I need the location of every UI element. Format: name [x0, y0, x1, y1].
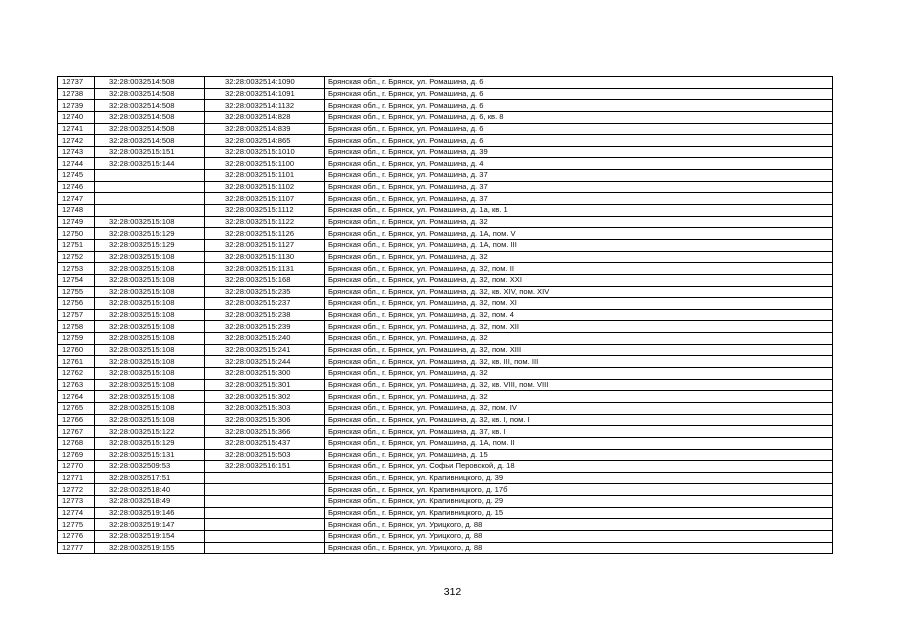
object-cadastral-number-cell: 32:28:0032515:238	[205, 309, 325, 321]
record-number-cell: 12758	[58, 321, 95, 333]
object-cadastral-number-cell: 32:28:0032515:306	[205, 414, 325, 426]
table-row	[58, 484, 833, 496]
record-number-cell: 12764	[58, 391, 95, 403]
record-number-cell: 12765	[58, 402, 95, 414]
table-row	[58, 368, 833, 380]
parcel-cadastral-number-cell: 32:28:0032515:108	[95, 298, 205, 310]
record-number-cell: 12741	[58, 123, 95, 135]
parcel-cadastral-number-cell: 32:28:0032515:122	[95, 426, 205, 438]
record-number-cell: 12767	[58, 426, 95, 438]
object-cadastral-number-cell: 32:28:0032515:437	[205, 437, 325, 449]
address-cell: Брянская обл., г. Брянск, ул. Ромашина, д. 32, кв. XIV, пом. XIV	[325, 286, 833, 298]
table-row	[58, 426, 833, 438]
record-number-cell: 12754	[58, 274, 95, 286]
table-row	[58, 274, 833, 286]
record-number-cell: 12738	[58, 88, 95, 100]
parcel-cadastral-number-cell: 32:28:0032515:108	[95, 368, 205, 380]
record-number-cell: 12776	[58, 530, 95, 542]
record-number-cell: 12769	[58, 449, 95, 461]
parcel-cadastral-number-cell: 32:28:0032515:108	[95, 414, 205, 426]
address-cell: Брянская обл., г. Брянск, ул. Ромашина, д. 32, пом. XII	[325, 321, 833, 333]
object-cadastral-number-cell	[205, 530, 325, 542]
table-row	[58, 298, 833, 310]
table-row	[58, 170, 833, 182]
object-cadastral-number-cell: 32:28:0032515:302	[205, 391, 325, 403]
record-number-cell: 12743	[58, 146, 95, 158]
address-cell: Брянская обл., г. Брянск, ул. Крапивницкого, д. 29	[325, 496, 833, 508]
address-cell: Брянская обл., г. Брянск, ул. Ромашина, д. 1А, пом. II	[325, 437, 833, 449]
record-number-cell: 12757	[58, 309, 95, 321]
address-cell: Брянская обл., г. Брянск, ул. Ромашина, д. 32, кв. I, пом. I	[325, 414, 833, 426]
record-number-cell: 12770	[58, 461, 95, 473]
address-cell: Брянская обл., г. Брянск, ул. Ромашина, д. 32, пом. II	[325, 263, 833, 275]
object-cadastral-number-cell: 32:28:0032515:1102	[205, 181, 325, 193]
parcel-cadastral-number-cell	[95, 205, 205, 217]
table-row	[58, 181, 833, 193]
table-row	[58, 77, 833, 89]
address-cell: Брянская обл., г. Брянск, ул. Ромашина, д. 32, пом. XI	[325, 298, 833, 310]
object-cadastral-number-cell: 32:28:0032515:1010	[205, 146, 325, 158]
table-row	[58, 530, 833, 542]
record-number-cell: 12750	[58, 228, 95, 240]
parcel-cadastral-number-cell: 32:28:0032515:108	[95, 402, 205, 414]
registry-table-body	[58, 77, 833, 554]
parcel-cadastral-number-cell: 32:28:0032515:108	[95, 263, 205, 275]
record-number-cell: 12771	[58, 472, 95, 484]
table-row	[58, 414, 833, 426]
table-row	[58, 228, 833, 240]
parcel-cadastral-number-cell: 32:28:0032509:53	[95, 461, 205, 473]
object-cadastral-number-cell	[205, 542, 325, 554]
record-number-cell: 12752	[58, 251, 95, 263]
address-cell: Брянская обл., г. Брянск, ул. Ромашина, д. 6	[325, 135, 833, 147]
address-cell: Брянская обл., г. Брянск, ул. Крапивницкого, д. 17б	[325, 484, 833, 496]
object-cadastral-number-cell	[205, 519, 325, 531]
table-row	[58, 356, 833, 368]
parcel-cadastral-number-cell: 32:28:0032514:508	[95, 100, 205, 112]
record-number-cell: 12749	[58, 216, 95, 228]
record-number-cell: 12747	[58, 193, 95, 205]
parcel-cadastral-number-cell	[95, 170, 205, 182]
parcel-cadastral-number-cell: 32:28:0032517:51	[95, 472, 205, 484]
parcel-cadastral-number-cell: 32:28:0032515:108	[95, 333, 205, 345]
page-number: 312	[443, 586, 462, 598]
record-number-cell: 12761	[58, 356, 95, 368]
record-number-cell: 12740	[58, 111, 95, 123]
record-number-cell: 12777	[58, 542, 95, 554]
object-cadastral-number-cell: 32:28:0032514:1091	[205, 88, 325, 100]
table-row	[58, 146, 833, 158]
address-cell: Брянская обл., г. Брянск, ул. Ромашина, д. 37	[325, 170, 833, 182]
parcel-cadastral-number-cell: 32:28:0032515:108	[95, 344, 205, 356]
address-cell: Брянская обл., г. Брянск, ул. Крапивницкого, д. 15	[325, 507, 833, 519]
parcel-cadastral-number-cell: 32:28:0032515:108	[95, 356, 205, 368]
parcel-cadastral-number-cell: 32:28:0032515:129	[95, 228, 205, 240]
address-cell: Брянская обл., г. Брянск, ул. Ромашина, д. 32	[325, 368, 833, 380]
table-row	[58, 344, 833, 356]
table-row	[58, 402, 833, 414]
table-row	[58, 391, 833, 403]
object-cadastral-number-cell: 32:28:0032515:1130	[205, 251, 325, 263]
parcel-cadastral-number-cell: 32:28:0032519:146	[95, 507, 205, 519]
record-number-cell: 12774	[58, 507, 95, 519]
address-cell: Брянская обл., г. Брянск, ул. Ромашина, д. 32, пом. 4	[325, 309, 833, 321]
object-cadastral-number-cell: 32:28:0032514:839	[205, 123, 325, 135]
address-cell: Брянская обл., г. Брянск, ул. Крапивницкого, д. 39	[325, 472, 833, 484]
record-number-cell: 12763	[58, 379, 95, 391]
address-cell: Брянская обл., г. Брянск, ул. Ромашина, д. 37, кв. I	[325, 426, 833, 438]
parcel-cadastral-number-cell: 32:28:0032519:147	[95, 519, 205, 531]
table-row	[58, 286, 833, 298]
table-row	[58, 449, 833, 461]
table-row	[58, 472, 833, 484]
table-row	[58, 123, 833, 135]
object-cadastral-number-cell	[205, 496, 325, 508]
address-cell: Брянская обл., г. Брянск, ул. Ромашина, д. 6	[325, 88, 833, 100]
address-cell: Брянская обл., г. Брянск, ул. Ромашина, д. 6, кв. 8	[325, 111, 833, 123]
record-number-cell: 12759	[58, 333, 95, 345]
object-cadastral-number-cell: 32:28:0032515:244	[205, 356, 325, 368]
parcel-cadastral-number-cell	[95, 193, 205, 205]
table-row	[58, 333, 833, 345]
record-number-cell: 12742	[58, 135, 95, 147]
object-cadastral-number-cell: 32:28:0032514:865	[205, 135, 325, 147]
table-row	[58, 111, 833, 123]
object-cadastral-number-cell: 32:28:0032515:235	[205, 286, 325, 298]
parcel-cadastral-number-cell	[95, 181, 205, 193]
parcel-cadastral-number-cell: 32:28:0032518:49	[95, 496, 205, 508]
table-row	[58, 88, 833, 100]
parcel-cadastral-number-cell: 32:28:0032515:108	[95, 309, 205, 321]
address-cell: Брянская обл., г. Брянск, ул. Ромашина, д. 6	[325, 123, 833, 135]
parcel-cadastral-number-cell: 32:28:0032515:108	[95, 216, 205, 228]
parcel-cadastral-number-cell: 32:28:0032514:508	[95, 111, 205, 123]
address-cell: Брянская обл., г. Брянск, ул. Ромашина, д. 39	[325, 146, 833, 158]
record-number-cell: 12737	[58, 77, 95, 89]
address-cell: Брянская обл., г. Брянск, ул. Урицкого, д. 88	[325, 519, 833, 531]
table-row	[58, 205, 833, 217]
address-cell: Брянская обл., г. Брянск, ул. Ромашина, д. 1а, кв. 1	[325, 205, 833, 217]
record-number-cell: 12756	[58, 298, 95, 310]
address-cell: Брянская обл., г. Брянск, ул. Ромашина, д. 32, пом. XIII	[325, 344, 833, 356]
table-row	[58, 519, 833, 531]
address-cell: Брянская обл., г. Брянск, ул. Ромашина, д. 32, пом. IV	[325, 402, 833, 414]
record-number-cell: 12744	[58, 158, 95, 170]
address-cell: Брянская обл., г. Брянск, ул. Софьи Перовской, д. 18	[325, 461, 833, 473]
address-cell: Брянская обл., г. Брянск, ул. Ромашина, д. 32	[325, 216, 833, 228]
address-cell: Брянская обл., г. Брянск, ул. Ромашина, д. 32, пом. XXI	[325, 274, 833, 286]
record-number-cell: 12760	[58, 344, 95, 356]
object-cadastral-number-cell: 32:28:0032516:151	[205, 461, 325, 473]
object-cadastral-number-cell	[205, 472, 325, 484]
address-cell: Брянская обл., г. Брянск, ул. Ромашина, д. 32, кв. III, пом. III	[325, 356, 833, 368]
record-number-cell: 12772	[58, 484, 95, 496]
object-cadastral-number-cell: 32:28:0032515:1127	[205, 239, 325, 251]
object-cadastral-number-cell: 32:28:0032515:301	[205, 379, 325, 391]
table-row	[58, 135, 833, 147]
object-cadastral-number-cell: 32:28:0032514:1132	[205, 100, 325, 112]
address-cell: Брянская обл., г. Брянск, ул. Ромашина, д. 1А, пом. III	[325, 239, 833, 251]
object-cadastral-number-cell: 32:28:0032515:366	[205, 426, 325, 438]
object-cadastral-number-cell: 32:28:0032515:239	[205, 321, 325, 333]
record-number-cell: 12768	[58, 437, 95, 449]
table-row	[58, 239, 833, 251]
object-cadastral-number-cell: 32:28:0032515:1101	[205, 170, 325, 182]
parcel-cadastral-number-cell: 32:28:0032519:155	[95, 542, 205, 554]
record-number-cell: 12775	[58, 519, 95, 531]
table-row	[58, 321, 833, 333]
object-cadastral-number-cell: 32:28:0032515:1112	[205, 205, 325, 217]
parcel-cadastral-number-cell: 32:28:0032515:129	[95, 239, 205, 251]
address-cell: Брянская обл., г. Брянск, ул. Ромашина, д. 1А, пом. V	[325, 228, 833, 240]
address-cell: Брянская обл., г. Брянск, ул. Ромашина, д. 32	[325, 391, 833, 403]
address-cell: Брянская обл., г. Брянск, ул. Ромашина, д. 15	[325, 449, 833, 461]
table-row	[58, 263, 833, 275]
object-cadastral-number-cell: 32:28:0032515:241	[205, 344, 325, 356]
table-row	[58, 193, 833, 205]
address-cell: Брянская обл., г. Брянск, ул. Ромашина, д. 6	[325, 100, 833, 112]
parcel-cadastral-number-cell: 32:28:0032515:129	[95, 437, 205, 449]
object-cadastral-number-cell: 32:28:0032515:1126	[205, 228, 325, 240]
table-row	[58, 251, 833, 263]
table-row	[58, 461, 833, 473]
address-cell: Брянская обл., г. Брянск, ул. Ромашина, д. 32	[325, 333, 833, 345]
object-cadastral-number-cell: 32:28:0032515:1122	[205, 216, 325, 228]
object-cadastral-number-cell: 32:28:0032515:300	[205, 368, 325, 380]
object-cadastral-number-cell: 32:28:0032515:303	[205, 402, 325, 414]
address-cell: Брянская обл., г. Брянск, ул. Ромашина, д. 4	[325, 158, 833, 170]
parcel-cadastral-number-cell: 32:28:0032514:508	[95, 88, 205, 100]
object-cadastral-number-cell	[205, 507, 325, 519]
table-row	[58, 507, 833, 519]
parcel-cadastral-number-cell: 32:28:0032514:508	[95, 77, 205, 89]
parcel-cadastral-number-cell: 32:28:0032518:40	[95, 484, 205, 496]
table-row	[58, 496, 833, 508]
object-cadastral-number-cell: 32:28:0032515:240	[205, 333, 325, 345]
parcel-cadastral-number-cell: 32:28:0032515:108	[95, 251, 205, 263]
record-number-cell: 12753	[58, 263, 95, 275]
object-cadastral-number-cell: 32:28:0032515:237	[205, 298, 325, 310]
object-cadastral-number-cell: 32:28:0032515:1131	[205, 263, 325, 275]
record-number-cell: 12751	[58, 239, 95, 251]
object-cadastral-number-cell: 32:28:0032515:168	[205, 274, 325, 286]
object-cadastral-number-cell	[205, 484, 325, 496]
object-cadastral-number-cell: 32:28:0032514:828	[205, 111, 325, 123]
object-cadastral-number-cell: 32:28:0032515:503	[205, 449, 325, 461]
address-cell: Брянская обл., г. Брянск, ул. Урицкого, д. 88	[325, 530, 833, 542]
table-row	[58, 437, 833, 449]
address-cell: Брянская обл., г. Брянск, ул. Ромашина, д. 32	[325, 251, 833, 263]
registry-table	[57, 76, 833, 554]
table-row	[58, 100, 833, 112]
parcel-cadastral-number-cell: 32:28:0032515:151	[95, 146, 205, 158]
record-number-cell: 12766	[58, 414, 95, 426]
parcel-cadastral-number-cell: 32:28:0032515:144	[95, 158, 205, 170]
table-row	[58, 216, 833, 228]
table-row	[58, 158, 833, 170]
parcel-cadastral-number-cell: 32:28:0032515:131	[95, 449, 205, 461]
parcel-cadastral-number-cell: 32:28:0032515:108	[95, 274, 205, 286]
object-cadastral-number-cell: 32:28:0032515:1107	[205, 193, 325, 205]
object-cadastral-number-cell: 32:28:0032515:1100	[205, 158, 325, 170]
record-number-cell: 12748	[58, 205, 95, 217]
parcel-cadastral-number-cell: 32:28:0032515:108	[95, 286, 205, 298]
parcel-cadastral-number-cell: 32:28:0032515:108	[95, 391, 205, 403]
record-number-cell: 12746	[58, 181, 95, 193]
address-cell: Брянская обл., г. Брянск, ул. Ромашина, д. 32, кв. VIII, пом. VIII	[325, 379, 833, 391]
parcel-cadastral-number-cell: 32:28:0032515:108	[95, 379, 205, 391]
object-cadastral-number-cell: 32:28:0032514:1090	[205, 77, 325, 89]
address-cell: Брянская обл., г. Брянск, ул. Ромашина, д. 37	[325, 181, 833, 193]
address-cell: Брянская обл., г. Брянск, ул. Ромашина, д. 37	[325, 193, 833, 205]
table-row	[58, 379, 833, 391]
address-cell: Брянская обл., г. Брянск, ул. Урицкого, д. 88	[325, 542, 833, 554]
record-number-cell: 12739	[58, 100, 95, 112]
table-row	[58, 542, 833, 554]
record-number-cell: 12762	[58, 368, 95, 380]
parcel-cadastral-number-cell: 32:28:0032514:508	[95, 123, 205, 135]
record-number-cell: 12755	[58, 286, 95, 298]
parcel-cadastral-number-cell: 32:28:0032519:154	[95, 530, 205, 542]
table-row	[58, 309, 833, 321]
record-number-cell: 12773	[58, 496, 95, 508]
parcel-cadastral-number-cell: 32:28:0032514:508	[95, 135, 205, 147]
record-number-cell: 12745	[58, 170, 95, 182]
parcel-cadastral-number-cell: 32:28:0032515:108	[95, 321, 205, 333]
address-cell: Брянская обл., г. Брянск, ул. Ромашина, д. 6	[325, 77, 833, 89]
